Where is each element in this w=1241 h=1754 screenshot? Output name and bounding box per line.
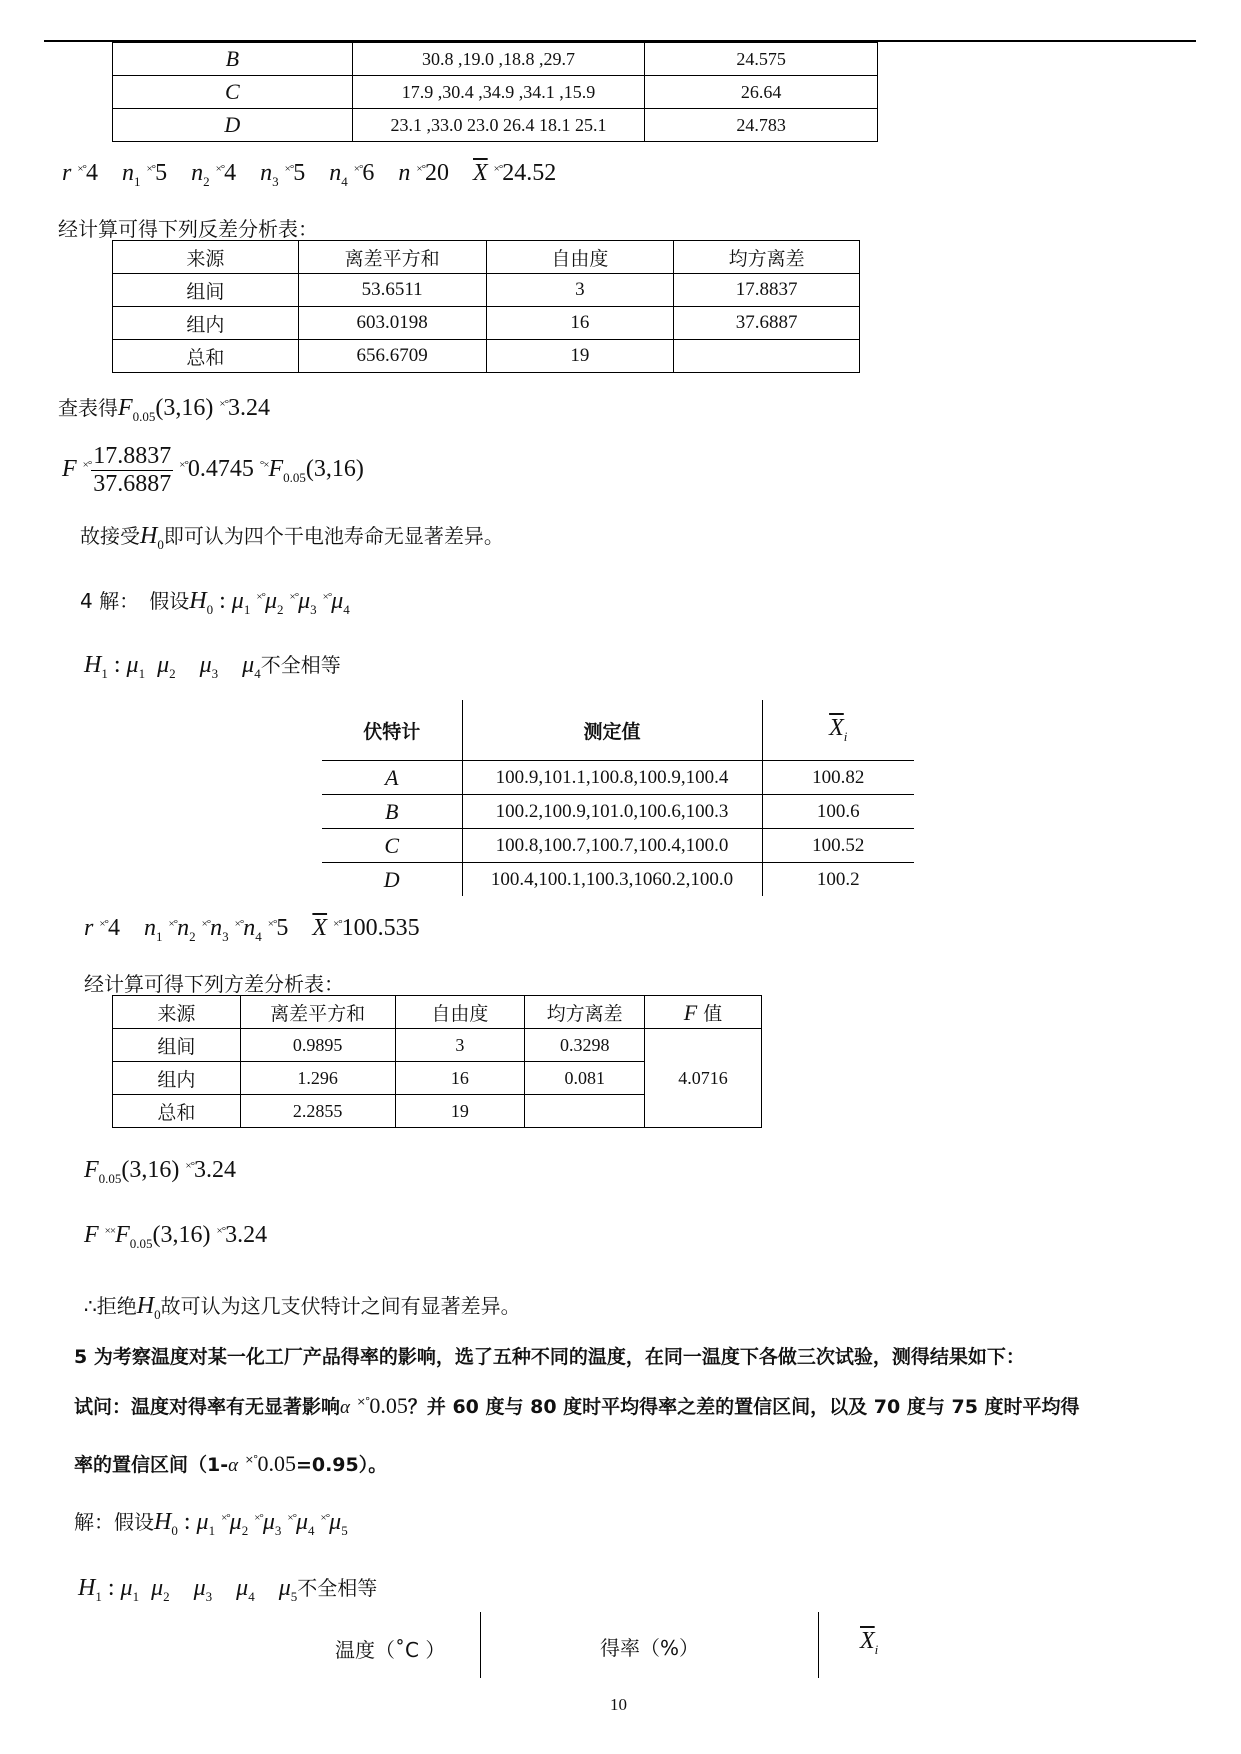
table-cell: 组间 [113,274,299,307]
voltmeter-label: B [322,795,462,829]
table-row [322,829,914,863]
table-cell: 603.0198 [298,307,486,340]
column-header-mean: $\overline{X}_i$ [762,700,914,761]
measured-values: 17.9 ,30.4 ,34.9 ,34.1 ,15.9 [352,76,645,109]
table-cell: 0.081 [525,1062,645,1095]
table-row [113,340,860,373]
table-cell: 3 [395,1029,525,1062]
column-header: 来源 [113,241,299,274]
table-cell: 组内 [113,1062,241,1095]
group-mean: 26.64 [645,76,878,109]
table-header-row [113,996,762,1029]
anova-table-1 [112,240,860,373]
table-cell: 37.6887 [674,307,860,340]
table-cell: 0.9895 [240,1029,395,1062]
sample-size-line: r ×°4 $n_1$ ×°5 $n_2$ ×°4 $n_3$ ×°5 $n_4$ ×°6 n ×°20 $\overline{X}$ ×°24.52 [62,160,557,189]
temp-table-divider-1 [480,1612,481,1678]
table-cell [674,340,860,373]
column-header: 离差平方和 [240,996,395,1029]
question-5-line-2: 试问：温度对得率有无显著影响α ×°0.05？并 60 度与 80 度时平均得率之差的置信区间，以及 70 度与 75 度时平均得 [74,1393,1080,1418]
f-critical-2: $F_{0.05}(3,16)$ ×°3.24 [84,1157,237,1186]
voltmeter-mean: 100.6 [762,795,914,829]
table-cell: 656.6709 [298,340,486,373]
table-cell: 19 [395,1095,525,1128]
table-cell [525,1095,645,1128]
table-row [113,76,878,109]
f-value: 4.0716 [645,1029,762,1128]
f-comparison-2: F $^{\times\times}F_{0.05}(3,16)$ ×°3.24 [84,1222,268,1251]
page-number: 10 [610,1695,627,1714]
question-5-alt-hypothesis: $H_1$ : $\mu_1$ $\mu_2$ $\mu_3$ $\mu_4$ $\mu_5$不全相等 [78,1575,378,1604]
voltmeter-label: D [383,866,400,892]
question-4-alt-hypothesis: $H_1$ : $\mu_1$ $\mu_2$ $\mu_3$ $\mu_4$不全相等 [84,652,341,681]
temp-table-header-yield: 得率（%） [600,1636,700,1660]
conclusion-2: ∴拒绝$H_0$故可认为这几支伏特计之间有显著差异。 [84,1293,521,1322]
column-header-voltmeter: 伏特计 [322,700,462,761]
group-label: D [113,109,353,142]
f-value-label: 值 [703,1002,723,1025]
question-5-hypothesis: 解：假设$H_0$ : $\mu_1$ $^{\times^\circ}\mu_2$ $^{\times^\circ}\mu_3$ $^{\times^\circ}\mu_4$ $^{\times^\circ}\mu_5$ [74,1509,348,1538]
table-row [113,307,860,340]
table-row [113,274,860,307]
measured-values: 100.8,100.7,100.7,100.4,100.0 [462,829,762,863]
anova-table-2 [112,995,762,1128]
table-cell: 组内 [113,307,299,340]
sample-size-line-2: r ×°4 $n_1$ $^{\times^\circ}n_2$ $^{\times^\circ}n_3$ $^{\times^\circ}n_4$ ×°5 $\overline{X}$ ×°100.535 [84,915,420,944]
table-cell: 总和 [113,1095,241,1128]
temp-table-divider-2 [818,1612,819,1678]
f-statistic-1: F ×° $\frac{17.8837}{37.6887}$ ×°0.4745 $^{^\circ\times}F_{0.05}(3,16)$ [62,443,364,497]
measured-values: 23.1 ,33.0 23.0 26.4 18.1 25.1 [352,109,645,142]
column-header-measured: 测定值 [462,700,762,761]
anova-intro-2: 经计算可得下列方差分析表： [84,972,344,996]
group-mean: 24.783 [645,109,878,142]
column-header: 自由度 [395,996,525,1029]
table-header-row [113,241,860,274]
battery-data-table [112,42,878,142]
question-5-line-3: 率的置信区间（1-α ×°0.05=0.95）。 [74,1451,388,1476]
table-cell: 组间 [113,1029,241,1062]
group-mean: 24.575 [645,43,878,76]
table-row [322,761,914,795]
voltmeter-label: C [322,829,462,863]
f-critical-lookup-1: 查表得$F_{0.05}(3,16)$ ×°3.24 [58,395,271,424]
table-row [113,109,878,142]
table-cell: 3 [486,274,674,307]
table-row [113,43,878,76]
voltmeter-mean: 100.82 [762,761,914,795]
table-cell: 16 [395,1062,525,1095]
f-symbol: F [683,999,698,1025]
column-header: 均方离差 [525,996,645,1029]
column-header: 离差平方和 [298,241,486,274]
anova-intro-1: 经计算可得下列反差分析表： [58,217,318,241]
table-row [113,1029,762,1062]
voltmeter-mean: 100.52 [762,829,914,863]
measured-values: 100.2,100.9,101.0,100.6,100.3 [462,795,762,829]
voltmeter-mean: 100.2 [762,863,914,897]
conclusion-1: 故接受$H_0$即可认为四个干电池寿命无显著差异。 [80,523,504,552]
voltmeter-label: A [322,761,462,795]
table-row [322,863,914,897]
table-cell: 16 [486,307,674,340]
temp-table-header-temperature: 温度（˚C ） [335,1638,446,1662]
column-header: 均方离差 [674,241,860,274]
measured-values: 100.9,101.1,100.8,100.9,100.4 [462,761,762,795]
table-cell: 0.3298 [525,1029,645,1062]
measured-values: 100.4,100.1,100.3,1060.2,100.0 [462,863,762,897]
column-header [645,996,762,1029]
mean-symbol: $\overline{X}$ [829,715,844,741]
table-cell: 53.6511 [298,274,486,307]
temp-table-header-mean: $\overline{X}_i$ [860,1628,879,1657]
voltmeter-table [322,700,914,896]
column-header: 自由度 [486,241,674,274]
table-cell: 17.8837 [674,274,860,307]
measured-values: 30.8 ,19.0 ,18.8 ,29.7 [352,43,645,76]
group-label: C [113,76,353,109]
table-row [322,795,914,829]
column-header: 来源 [113,996,241,1029]
table-cell: 总和 [113,340,299,373]
table-cell: 19 [486,340,674,373]
question-4-hypothesis: 4 解： 假设$H_0$ : $\mu_1$ $^{\times^\circ}\mu_2$ $^{\times^\circ}\mu_3$ $^{\times^\circ}\mu_4$ [80,588,350,617]
question-5-line-1: 5 为考察温度对某一化工厂产品得率的影响，选了五种不同的温度，在同一温度下各做三次试验，测得结果如下： [74,1346,1025,1368]
table-cell: 1.296 [240,1062,395,1095]
group-label: B [113,43,353,76]
table-cell: 2.2855 [240,1095,395,1128]
table-header-row [322,700,914,761]
